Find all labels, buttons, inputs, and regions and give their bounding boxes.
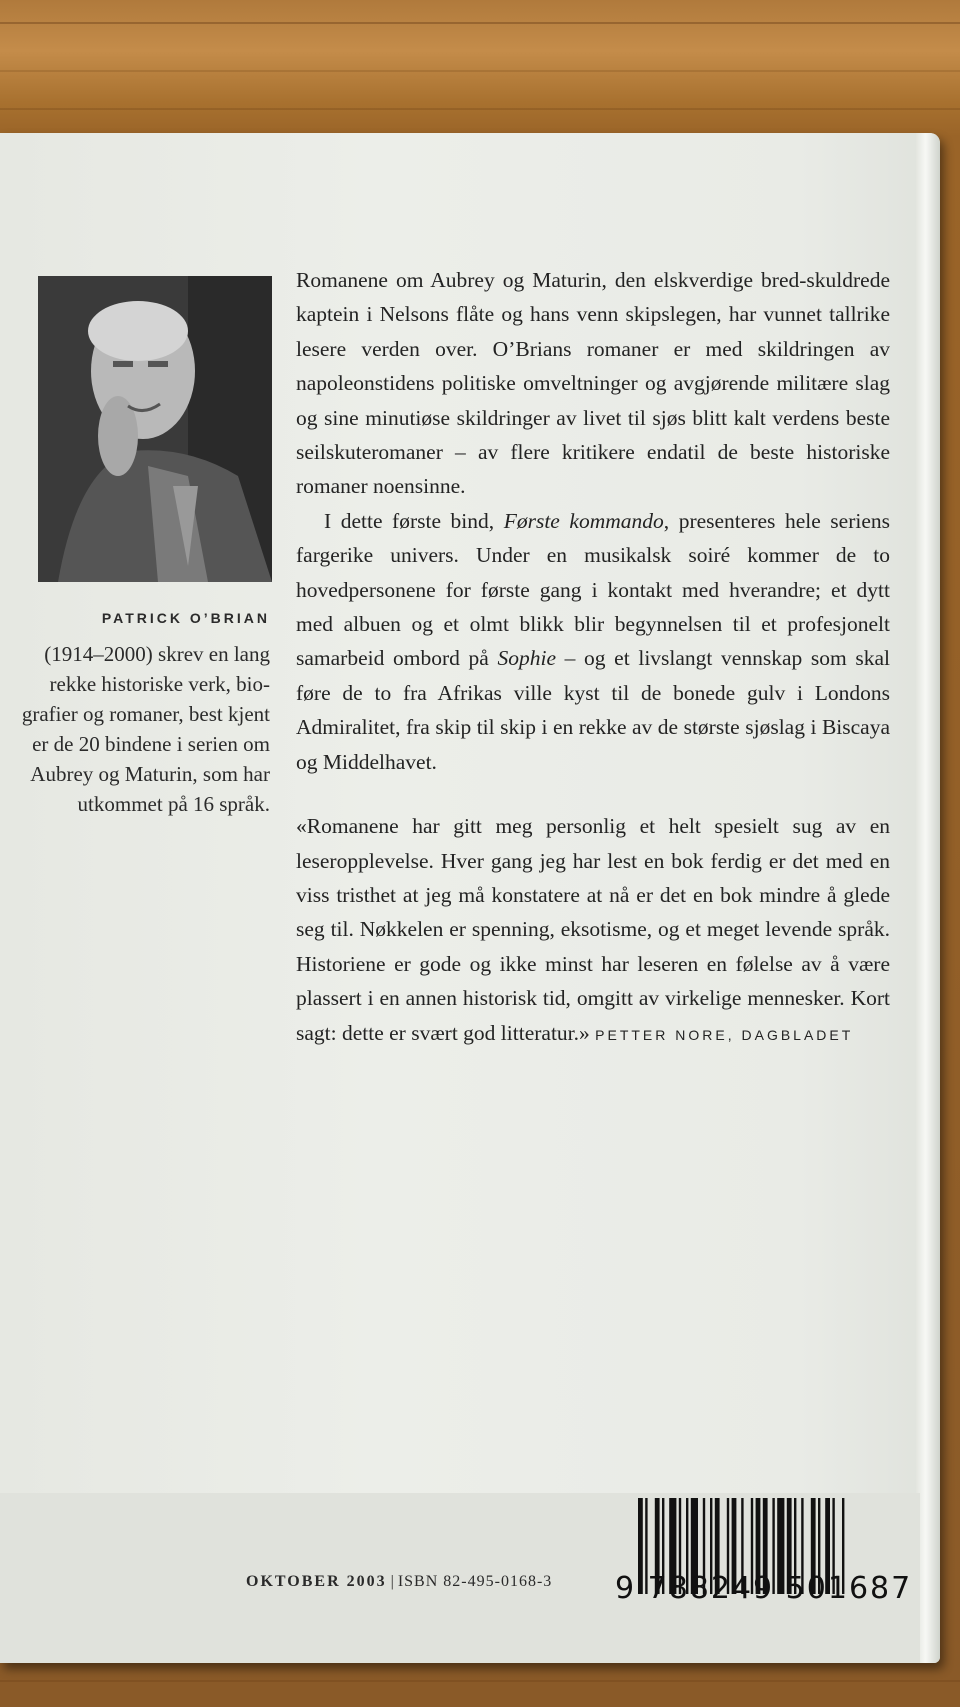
review-quote <box>296 809 890 1052</box>
bio-line: Aubrey og Maturin, som har <box>30 762 270 786</box>
author-bio <box>8 603 270 819</box>
blurb-column <box>296 263 890 1052</box>
blurb-text: – og et livslangt vennskap som skal føre de to fra Afrikas ville kyst til de bonede gulv i Londons Admiralitet, fra skip til skip i en rekke av de største sjøslag i Biscaya og Middelhavet. <box>296 646 891 774</box>
publication-date: OKTOBER 2003 <box>246 1573 387 1590</box>
author-photo <box>38 276 272 582</box>
blurb-paragraph-2 <box>296 504 890 779</box>
quote-text: «Romanene har gitt meg personlig et helt spesielt sug av en leseropplevelse. Hver gang jeg har lest en bok ferdig er det med en viss tristhet at jeg må konstatere at nå er det en bok mindre å glede seg til. Nøkkelen er spenning, eksotisme, og et meget levende språk. Historiene er gode og ikke minst har leseren en følelse av å være plassert i en annen historisk tid, omgitt av virkelige mennesker. Kort sagt: dette er svært god litteratur.» <box>296 814 890 1045</box>
bio-line: (1914–2000) skrev en lang <box>44 642 270 666</box>
bio-line: grafier og romaner, best kjent <box>21 702 270 726</box>
publication-info <box>246 1573 552 1591</box>
bio-line: utkommet på 16 språk. <box>77 792 270 816</box>
ean-number: 9 788249 501687 <box>615 1571 913 1606</box>
author-name: PATRICK O’BRIAN <box>101 610 270 626</box>
bio-line: er de 20 bindene i serien om <box>32 732 270 756</box>
bio-line: rekke historiske verk, bio- <box>49 672 270 696</box>
quote-attribution: PETTER NORE, DAGBLADET <box>595 1026 854 1043</box>
blurb-text: I dette første bind, <box>324 508 504 533</box>
cover-edge <box>916 133 940 1663</box>
book-back-cover <box>0 133 940 1663</box>
separator: | <box>390 1573 394 1590</box>
blurb-paragraph-1: Romanene om Aubrey og Maturin, den elskverdige bred-skuldrede kaptein i Nelsons flåte og hans venn skipslegen, har vunnet tallrike lesere verden over. O’Brians romaner er med skildringen av napoleonstidens politiske omveltninger og avgjørende militære slag og sine minutiøse skildringer av livet til sjøs blitt kalt verdens beste seilskuteromaner – av flere kritikere endatil de beste historiske romaner noensinne. <box>296 268 890 499</box>
blurb-text: , presenteres hele seriens fargerike univers. Under en musikalsk soiré kommer de to hovedpersonene for første gang i kontakt med hverandre; et dytt med albuen og et olmt blikk blir begynnelsen til et profesjonelt samarbeid ombord på <box>296 508 891 671</box>
book-title: Første kommando <box>503 508 664 533</box>
ship-name: Sophie <box>497 646 556 671</box>
isbn: ISBN 82-495-0168-3 <box>397 1573 553 1590</box>
